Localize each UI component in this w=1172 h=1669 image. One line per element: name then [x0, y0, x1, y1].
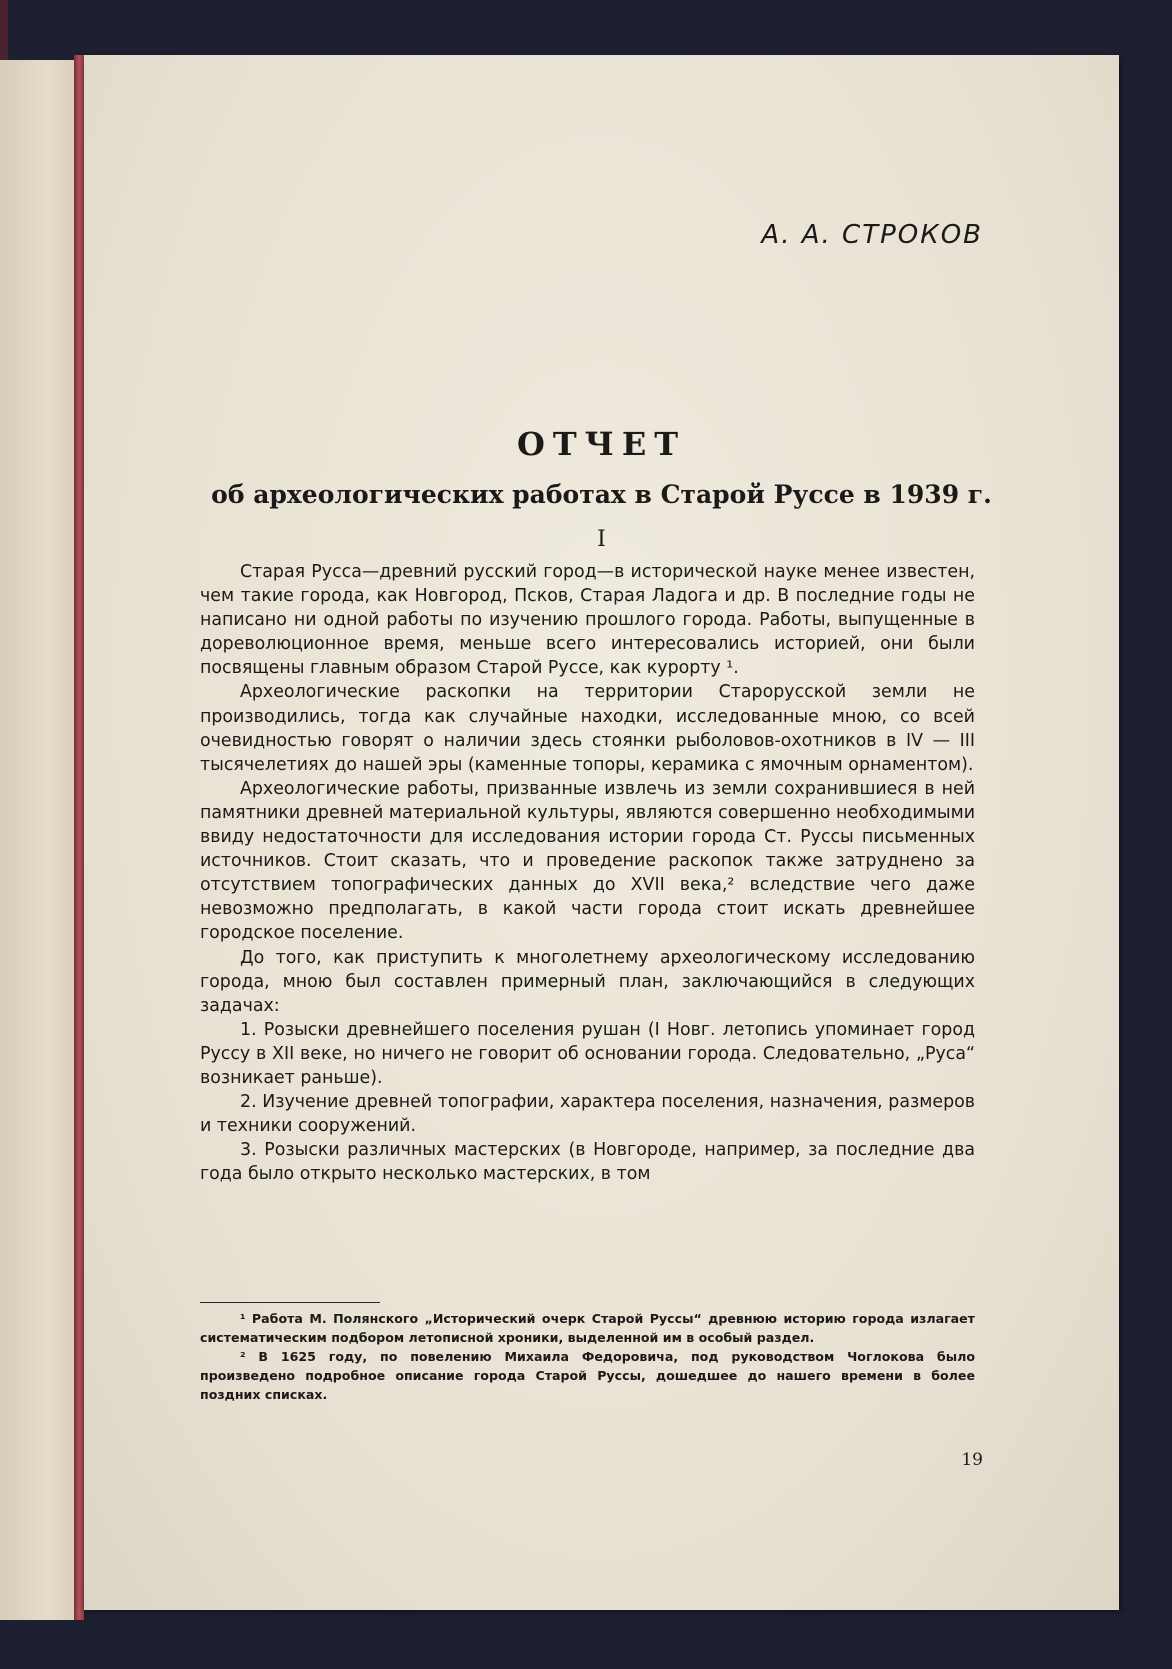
- document-page: [84, 55, 1119, 1610]
- author-name: А. А. СТРОКОВ: [761, 220, 983, 250]
- section-number: I: [597, 527, 606, 552]
- footnote-2: ² В 1625 году, по повелению Михаила Федоровича, под руководством Чоглокова было произведено подробное описание города Старой Руссы, дошедшее до нашего времени в более поздних списках.: [200, 1349, 975, 1402]
- body-text: [200, 560, 975, 1186]
- paragraph: Старая Русса—древний русский город—в исторической науке менее известен, чем такие города, как Новгород, Псков, Старая Ладога и др. В последние годы не написано ни одной работы по изучению прошлого города. Работы, выпущенные в дореволюционное время, меньше всего интересовались историей, они были посвящены главным образом Старой Руссе, как курорту ¹.: [200, 562, 975, 679]
- left-page-edge: [0, 60, 84, 1620]
- list-item-1: 1. Розыски древнейшего поселения рушан (I Новг. летопись упоминает город Руссу в XII веке, но ничего не говорит об основании города. Следовательно, „Руса“ возникает раньше).: [200, 1019, 975, 1088]
- list-item-3: 3. Розыски различных мастерских (в Новгороде, например, за последние два года было открыто несколько мастерских, в том: [200, 1140, 975, 1185]
- paragraph: Археологические работы, призванные извлечь из земли сохранившиеся в ней памятники древней материальной культуры, являются совершенно необходимыми ввиду недостаточности для исследования истории города Ст. Руссы письменных источников. Стоит сказать, что и проведение раскопок также затруднено за отсутствием топографических данных до XVII века,² вследствие чего даже невозможно предполагать, в какой части города стоит искать древнейшее городское поселение.: [200, 778, 975, 944]
- footnote-1: ¹ Работа М. Полянского „Исторический очерк Старой Руссы“ древнюю историю города излагает систематическим подбором летописной хроники, выделенной им в особый раздел.: [200, 1311, 975, 1345]
- page-subtitle: об археологических работах в Старой Руссе в 1939 г.: [211, 480, 992, 509]
- book-binding-edge: [0, 0, 8, 60]
- paragraph: До того, как приступить к многолетнему археологическому исследованию города, мною был составлен примерный план, заключающийся в следующих задачах:: [200, 947, 975, 1016]
- footnotes: [200, 1309, 975, 1404]
- footnote-divider: [200, 1302, 380, 1303]
- page-number: 19: [961, 1450, 983, 1470]
- paragraph: Археологические раскопки на территории Старорусской земли не производились, тогда как случайные находки, исследованные мною, со всей очевидностью говорят о наличии здесь стоянки рыболовов-охотников в IV — III тысячелетиях до нашей эры (каменные топоры, керамика с ямочным орнаментом).: [200, 682, 975, 775]
- page-title: ОТЧЕТ: [516, 425, 687, 463]
- book-spine: [74, 55, 84, 1620]
- list-item-2: 2. Изучение древней топографии, характера поселения, назначения, размеров и техники сооружений.: [200, 1092, 975, 1137]
